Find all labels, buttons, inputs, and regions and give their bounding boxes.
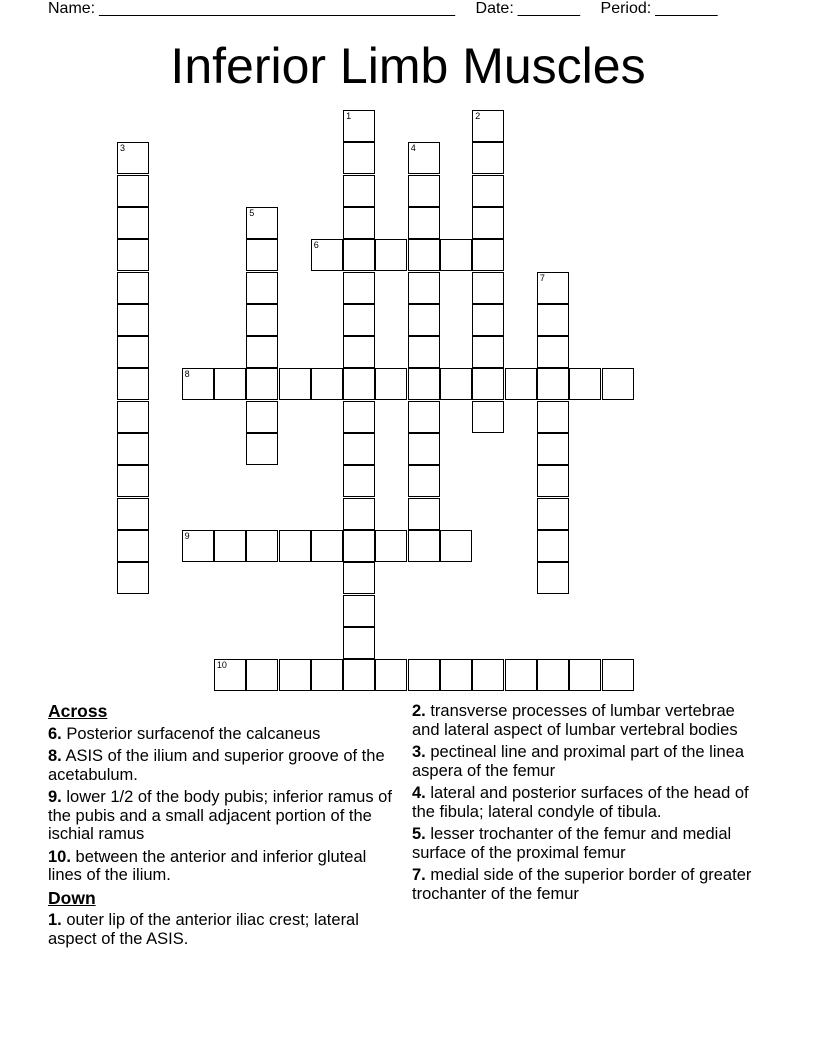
- crossword-cell[interactable]: [214, 368, 246, 400]
- crossword-cell[interactable]: [117, 368, 149, 400]
- clue-down-5: 5. lesser trochanter of the femur and medial surface of the proximal femur: [412, 825, 732, 862]
- clue-down-7: 7. medial side of the superior border of greater trochanter of the femur: [412, 866, 752, 903]
- crossword-cell[interactable]: [602, 659, 634, 691]
- clue-number: 3: [120, 143, 126, 154]
- crossword-cell[interactable]: [537, 401, 569, 433]
- crossword-cell[interactable]: [311, 659, 343, 691]
- crossword-cell[interactable]: [408, 659, 440, 691]
- crossword-cell[interactable]: [537, 433, 569, 465]
- crossword-cell[interactable]: [472, 175, 504, 207]
- crossword-cell[interactable]: [343, 272, 375, 304]
- crossword-cell[interactable]: [440, 239, 472, 271]
- clues-right-column: [412, 702, 757, 907]
- crossword-cell[interactable]: [537, 368, 569, 400]
- crossword-cell[interactable]: [408, 465, 440, 497]
- crossword-cell[interactable]: [117, 207, 149, 239]
- crossword-cell[interactable]: [569, 368, 601, 400]
- crossword-cell[interactable]: [343, 368, 375, 400]
- crossword-cell[interactable]: [537, 336, 569, 368]
- crossword-cell[interactable]: [472, 401, 504, 433]
- clue-number: 8: [184, 369, 190, 380]
- across-heading: Across: [48, 701, 108, 721]
- date-label: Date:: [475, 0, 514, 17]
- crossword-cell[interactable]: [537, 530, 569, 562]
- crossword-cell[interactable]: [117, 498, 149, 530]
- crossword-cell[interactable]: [408, 175, 440, 207]
- crossword-cell[interactable]: [311, 239, 343, 271]
- crossword-cell[interactable]: [408, 498, 440, 530]
- clue-number: 4: [410, 143, 416, 154]
- clue-down-3: 3. pectineal line and proximal part of the linea aspera of the femur: [412, 743, 745, 780]
- page-title: Inferior Limb Muscles: [170, 38, 646, 94]
- clue-across-6: 6. Posterior surfacenof the calcaneus: [48, 724, 321, 743]
- crossword-cell[interactable]: [214, 530, 246, 562]
- crossword-cell[interactable]: [472, 239, 504, 271]
- down-heading: Down: [48, 887, 96, 908]
- crossword-cell[interactable]: [117, 175, 149, 207]
- crossword-cell[interactable]: [472, 207, 504, 239]
- clue-number: 1: [346, 111, 352, 121]
- crossword-cell[interactable]: [343, 498, 375, 530]
- crossword-cell[interactable]: [440, 659, 472, 691]
- crossword-cell[interactable]: [375, 368, 407, 400]
- crossword-cell[interactable]: [408, 401, 440, 433]
- crossword-cell[interactable]: [375, 530, 407, 562]
- clue-down-2: 2. transverse processes of lumbar vertebrae and lateral aspect of lumbar vertebral bodies: [412, 702, 738, 739]
- crossword-cell[interactable]: [343, 530, 375, 562]
- crossword-cell[interactable]: [246, 659, 278, 691]
- crossword-cell[interactable]: [246, 239, 278, 271]
- crossword-cell[interactable]: [117, 562, 149, 594]
- crossword-cell[interactable]: [537, 304, 569, 336]
- crossword-cell[interactable]: [343, 562, 375, 594]
- crossword-cell[interactable]: [117, 401, 149, 433]
- crossword-cell[interactable]: [537, 498, 569, 530]
- crossword-cell[interactable]: [375, 659, 407, 691]
- crossword-cell[interactable]: [343, 239, 375, 271]
- crossword-cell[interactable]: [343, 336, 375, 368]
- crossword-cell[interactable]: [279, 368, 311, 400]
- crossword-cell[interactable]: [408, 530, 440, 562]
- clue-number: 6: [313, 240, 319, 251]
- clue-number: 10: [216, 660, 227, 671]
- crossword-cell[interactable]: [440, 368, 472, 400]
- crossword-cell[interactable]: [343, 627, 375, 659]
- crossword-cell[interactable]: [408, 433, 440, 465]
- crossword-cell[interactable]: [537, 562, 569, 594]
- clue-across-10: 10. between the anterior and inferior gluteal lines of the ilium.: [48, 847, 367, 884]
- crossword-cell[interactable]: [472, 304, 504, 336]
- crossword-cell[interactable]: [537, 465, 569, 497]
- crossword-cell[interactable]: [343, 465, 375, 497]
- crossword-cell[interactable]: [343, 595, 375, 627]
- period-label: Period:: [600, 0, 652, 17]
- clue-number: 5: [249, 207, 255, 218]
- crossword-cell[interactable]: [440, 530, 472, 562]
- clue-down-4: 4. lateral and posterior surfaces of the head of the fibula; lateral condyle of tibula.: [412, 784, 749, 821]
- clue-number: 9: [184, 530, 190, 541]
- crossword-cell[interactable]: [343, 142, 375, 174]
- crossword-cell[interactable]: [279, 530, 311, 562]
- name-blank[interactable]: ________________________________________: [99, 0, 456, 17]
- crossword-cell[interactable]: [117, 465, 149, 497]
- crossword-cell[interactable]: [117, 433, 149, 465]
- period-blank[interactable]: _______: [655, 0, 718, 17]
- crossword-cell[interactable]: [569, 659, 601, 691]
- crossword-cell[interactable]: [408, 368, 440, 400]
- crossword-cell[interactable]: [117, 239, 149, 271]
- crossword-cell[interactable]: [246, 304, 278, 336]
- clues-left-column: [48, 702, 398, 952]
- clue-number: 7: [539, 272, 545, 283]
- crossword-cell[interactable]: [343, 304, 375, 336]
- crossword-cell[interactable]: [117, 336, 149, 368]
- crossword-cell[interactable]: [408, 207, 440, 239]
- crossword-cell[interactable]: [472, 368, 504, 400]
- crossword-cell[interactable]: [472, 142, 504, 174]
- clue-across-8: 8. ASIS of the ilium and superior groove of the acetabulum.: [48, 747, 385, 784]
- crossword-cell[interactable]: [117, 304, 149, 336]
- crossword-cell[interactable]: [246, 433, 278, 465]
- crossword-cell[interactable]: [505, 659, 537, 691]
- crossword-cell[interactable]: [472, 336, 504, 368]
- crossword-cell[interactable]: [408, 336, 440, 368]
- crossword-cell[interactable]: [408, 304, 440, 336]
- crossword-cell[interactable]: [182, 530, 214, 562]
- crossword-cell[interactable]: [311, 368, 343, 400]
- crossword-cell[interactable]: [408, 239, 440, 271]
- crossword-cell[interactable]: [343, 207, 375, 239]
- crossword-cell[interactable]: [343, 433, 375, 465]
- crossword-cell[interactable]: [246, 336, 278, 368]
- crossword-cell[interactable]: [472, 659, 504, 691]
- crossword-cell[interactable]: [117, 530, 149, 562]
- crossword-cell[interactable]: [117, 272, 149, 304]
- clue-across-9: 9. lower 1/2 of the body pubis; inferior ramus of the pubis and a small adjacent portion of the ischial ramus: [48, 788, 392, 843]
- crossword-cell[interactable]: [117, 142, 149, 174]
- crossword-cell[interactable]: [246, 401, 278, 433]
- crossword-cell[interactable]: [311, 530, 343, 562]
- crossword-cell[interactable]: [214, 659, 246, 691]
- crossword-cell[interactable]: [246, 207, 278, 239]
- crossword-cell[interactable]: [537, 659, 569, 691]
- crossword-cell[interactable]: [602, 368, 634, 400]
- crossword-cell[interactable]: [375, 239, 407, 271]
- crossword-cell[interactable]: [246, 530, 278, 562]
- crossword-cell[interactable]: [343, 110, 375, 142]
- crossword-cell[interactable]: [472, 110, 504, 142]
- crossword-cell[interactable]: [343, 175, 375, 207]
- name-label: Name:: [48, 0, 96, 17]
- crossword-cell[interactable]: [537, 272, 569, 304]
- clue-down-1: 1. outer lip of the anterior iliac crest; lateral aspect of the ASIS.: [48, 911, 359, 948]
- crossword-cell[interactable]: [246, 272, 278, 304]
- crossword-cell[interactable]: [182, 368, 214, 400]
- clue-number: 2: [475, 111, 481, 121]
- crossword-cell[interactable]: [279, 659, 311, 691]
- crossword-cell[interactable]: [343, 401, 375, 433]
- crossword-cell[interactable]: [505, 368, 537, 400]
- date-blank[interactable]: _______: [517, 0, 581, 17]
- crossword-cell[interactable]: [343, 659, 375, 691]
- crossword-cell[interactable]: [246, 368, 278, 400]
- crossword-cell[interactable]: [408, 272, 440, 304]
- crossword-cell[interactable]: [408, 142, 440, 174]
- crossword-cell[interactable]: [472, 272, 504, 304]
